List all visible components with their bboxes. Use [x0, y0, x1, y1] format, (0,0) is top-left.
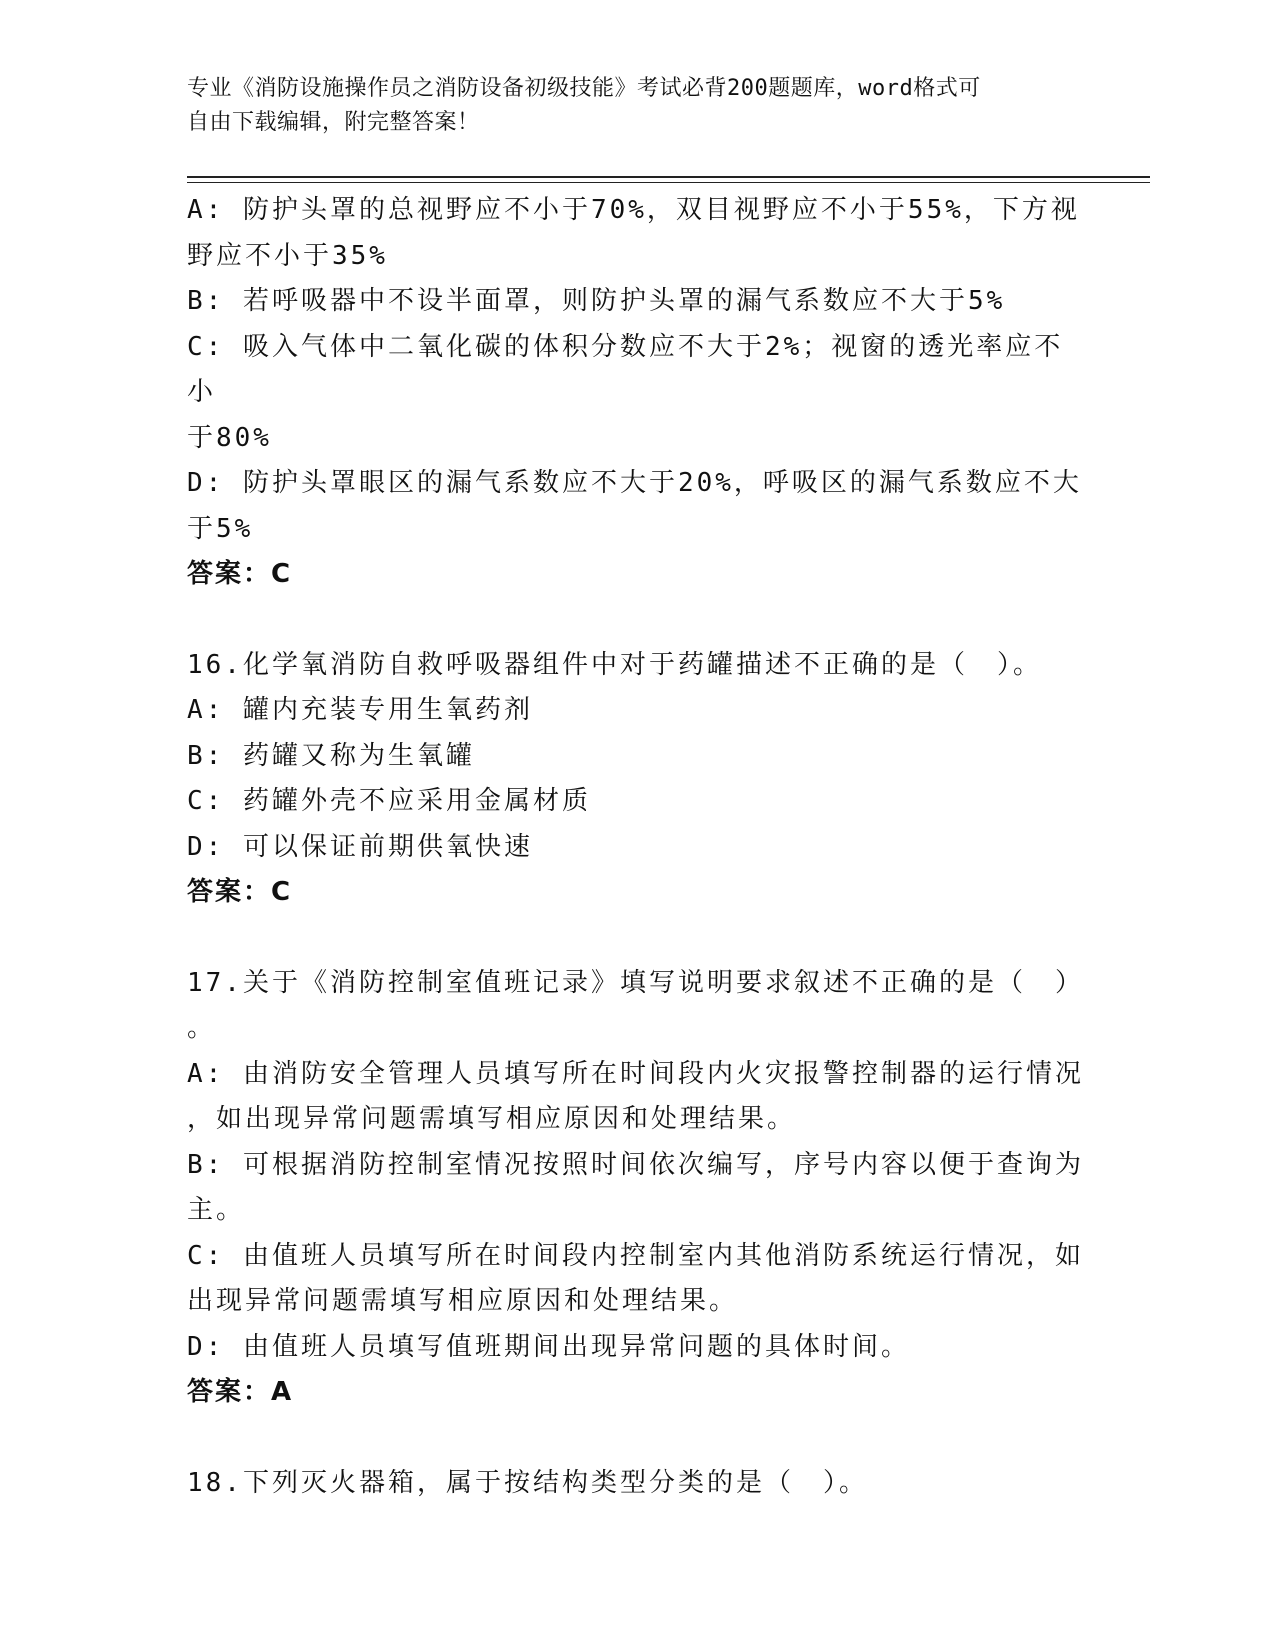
header-line-1: 专业《消防设施操作员之消防设备初级技能》考试必背200题题库，word格式可 — [187, 76, 981, 101]
q15-option-line: C: 吸入气体中二氧化碳的体积分数应不大于2%；视窗的透光率应不小 — [187, 331, 1064, 407]
q15-answer: 答案：C — [187, 559, 293, 589]
q17-option-line: ，如出现异常问题需填写相应原因和处理结果。 — [187, 1104, 797, 1134]
q15-option-line: A: 防护头罩的总视野应不小于70%，双目视野应不小于55%，下方视 — [187, 195, 1080, 225]
q17-stem-line-2: 。 — [187, 1013, 217, 1043]
header-line-2: 自由下载编辑，附完整答案！ — [187, 110, 480, 135]
q17-stem-line-1: 17.关于《消防控制室值班记录》填写说明要求叙述不正确的是（ ） — [187, 967, 1084, 998]
document-header — [187, 72, 1067, 140]
spacer — [187, 598, 1087, 643]
q17-option-line: 出现异常问题需填写相应原因和处理结果。 — [187, 1286, 739, 1316]
spacer — [187, 1416, 1087, 1461]
q18-stem: 18.下列灭火器箱，属于按结构类型分类的是（ ）。 — [187, 1467, 868, 1498]
q15-option-line: B: 若呼吸器中不设半面罩，则防护头罩的漏气系数应不大于5% — [187, 286, 1006, 316]
q16-answer: 答案：C — [187, 877, 293, 907]
spacer — [187, 916, 1087, 961]
q15-option-line: 野应不小于35% — [187, 240, 388, 271]
q16-stem: 16.化学氧消防自救呼吸器组件中对于药罐描述不正确的是（ ）。 — [187, 649, 1042, 680]
question-content — [187, 188, 1087, 1506]
q15-option-line: 于5% — [187, 513, 254, 544]
q17-option-line: 主。 — [187, 1195, 246, 1225]
q16-option-c: C: 药罐外壳不应采用金属材质 — [187, 786, 591, 816]
q17-answer: 答案：A — [187, 1377, 294, 1407]
q16-option-b: B: 药罐又称为生氧罐 — [187, 740, 475, 771]
q17-option-line: A: 由消防安全管理人员填写所在时间段内火灾报警控制器的运行情况 — [187, 1058, 1084, 1089]
header-divider-thick — [187, 176, 1150, 178]
q16-option-d: D: 可以保证前期供氧快速 — [187, 831, 533, 862]
q17-option-line: D: 由值班人员填写值班期间出现异常问题的具体时间。 — [187, 1331, 910, 1362]
q15-option-line: D: 防护头罩眼区的漏气系数应不大于20%，呼吸区的漏气系数应不大 — [187, 468, 1082, 498]
q15-option-line: 于80% — [187, 422, 272, 453]
q17-option-line: B: 可根据消防控制室情况按照时间依次编写，序号内容以便于查询为 — [187, 1149, 1084, 1180]
header-divider-thin — [187, 182, 1150, 183]
q17-option-line: C: 由值班人员填写所在时间段内控制室内其他消防系统运行情况，如 — [187, 1240, 1084, 1271]
q16-option-a: A: 罐内充装专用生氧药剂 — [187, 695, 533, 725]
